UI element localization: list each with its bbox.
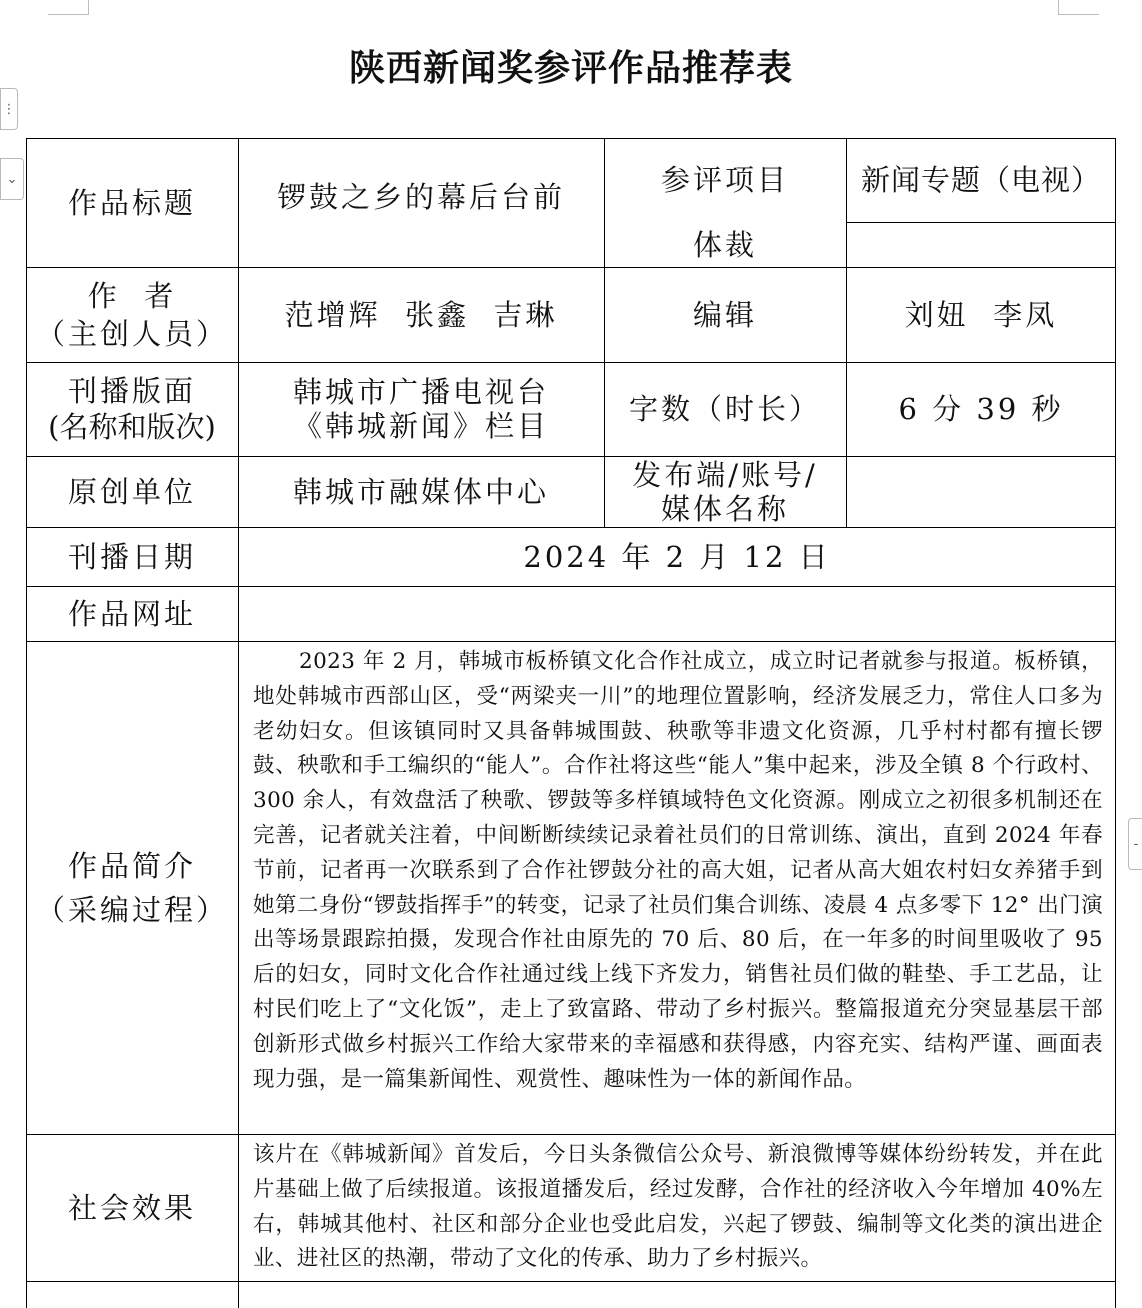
side-handle-icon[interactable]: ⋮ bbox=[0, 88, 18, 130]
label-editor: 编辑 bbox=[692, 297, 757, 332]
value-publisher bbox=[846, 456, 1116, 527]
side-collapse-icon[interactable]: - bbox=[1128, 818, 1142, 870]
label-effect: 社会效果 bbox=[67, 1190, 196, 1225]
recommendation-table bbox=[26, 138, 1116, 1308]
intro-text: 2023 年 2 月，韩城市板桥镇文化合作社成立，成立时记者就参与报道。板桥镇，地处韩城市西部山区，受“两梁夹一川”的地理位置影响，经济发展乏力，常住人口多为老幼妇女。但该镇同时又具备韩城围鼓、秧歌等非遗文化资源，几乎村村都有擅长锣鼓、秧歌和手工编织的“能人”。合作社将这些“能人”集中起来，涉及全镇 8 个行政村、300 余人，有效盘活了秧歌、锣鼓等多样镇域特色文化资源。刚成立之初很多机制还在完善，记者就关注着，中间断断续续记录着社员们的日常训练、演出，直到 2024 年春节前，记者再一次联系到了合作社锣鼓分社的高大姐，记者从高大姐农村妇女养猪手到她第二身份“锣鼓指挥手”的转变，记录了社员们集合训练、凌晨 4 点多零下 12° 出门演出等场景跟踪拍摄，发现合作社由原先的 70 后、80 后，在一年多的时间里吸收了 95 后的妇女，同时文化合作社通过线上线下齐发力，销售社员们做的鞋垫、手工艺品，让村民们吃上了“文化饭”，走上了致富路、带动了乡村振兴。整篇报道充分突显基层干部创新形式做乡村振兴工作给大家带来的幸福感和获得感，内容充实、结构严谨、画面表现力强，是一篇集新闻性、观赏性、趣味性为一体的新闻作品。 bbox=[253, 649, 1103, 1092]
value-author: 范增辉 张鑫 吉琳 bbox=[284, 297, 558, 332]
label-category: 参评项目 bbox=[660, 163, 789, 197]
value-layout: 韩城市广播电视台 《韩城新闻》栏目 bbox=[292, 375, 549, 443]
value-genre bbox=[846, 222, 1116, 267]
value-editor: 刘妞 李凤 bbox=[904, 297, 1058, 332]
label-intro: 作品简介 （采编过程） bbox=[35, 848, 228, 927]
value-length: 6 分 39 秒 bbox=[898, 392, 1064, 426]
label-unit: 原创单位 bbox=[67, 474, 196, 509]
value-date: 2024 年 2 月 12 日 bbox=[523, 539, 831, 574]
label-publisher: 发布端/账号/ 媒体名称 bbox=[632, 457, 818, 526]
value-work-title: 锣鼓之乡的幕后台前 bbox=[276, 179, 565, 214]
page-corner-mark-right bbox=[1058, 0, 1099, 15]
value-unit: 韩城市融媒体中心 bbox=[292, 474, 549, 509]
label-url: 作品网址 bbox=[67, 596, 196, 631]
page-corner-mark-left bbox=[48, 0, 89, 15]
label-work-title: 作品标题 bbox=[67, 185, 196, 220]
form-title: 陕西新闻奖参评作品推荐表 bbox=[348, 48, 793, 89]
value-url bbox=[238, 586, 1116, 641]
label-layout: 刊播版面 (名称和版次) bbox=[48, 374, 216, 444]
effect-text: 该片在《韩城新闻》首发后，今日头条微信公众号、新浪微博等媒体纷纷转发，并在此片基础上做了后续报道。该报道播发后，经过发酵，合作社的经济收入今年增加 40%左右，韩城其他村、社区和部分企业也受此启发，兴起了锣鼓、编制等文化类的演出进企业、进社区的热潮，带动了文化的传承、助力了乡村振兴。 bbox=[253, 1142, 1103, 1272]
label-date: 刊播日期 bbox=[67, 539, 196, 574]
label-author: 作 者 （主创人员） bbox=[35, 278, 228, 351]
label-length: 字数（时长） bbox=[628, 392, 821, 426]
label-genre: 体裁 bbox=[692, 227, 757, 262]
value-category: 新闻专题（电视） bbox=[860, 163, 1101, 197]
side-chevron-icon[interactable]: ⌄ bbox=[0, 158, 24, 200]
